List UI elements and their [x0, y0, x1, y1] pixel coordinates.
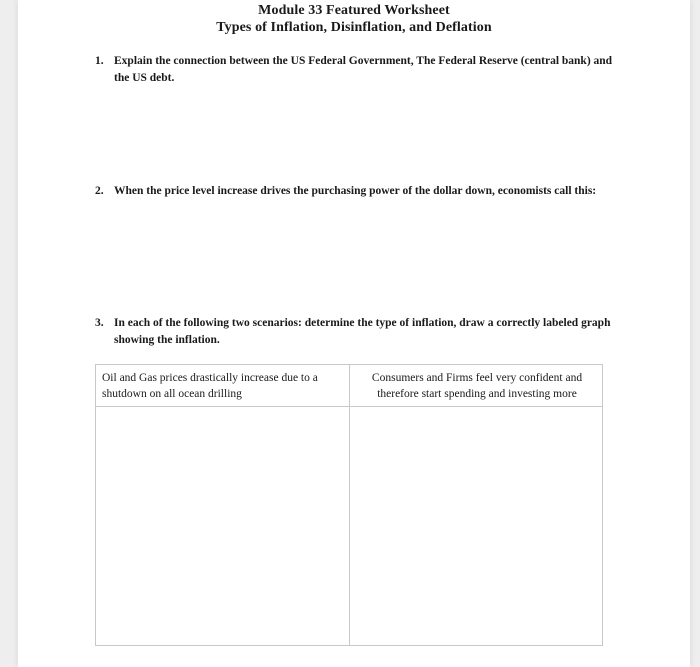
question-number: 2.: [95, 185, 104, 197]
scenario-table: [95, 364, 603, 646]
scenario-2-graph-area: [350, 407, 602, 645]
scenario-2-header: Consumers and Firms feel very confident and therefore start spending and investing more: [350, 365, 602, 407]
question-text: When the price level increase drives the purchasing power of the dollar down, economists call this:: [114, 185, 597, 197]
question-2: [95, 183, 615, 223]
worksheet-subtitle: Types of Inflation, Disinflation, and Deflation: [216, 20, 492, 35]
question-3: [95, 315, 615, 355]
question-1: [95, 53, 615, 93]
question-number: 1.: [95, 55, 104, 67]
question-text: In each of the following two scenarios: determine the type of inflation, draw a correctly labeled graph showing the inflation.: [114, 317, 611, 346]
question-text: Explain the connection between the US Federal Government, The Federal Reserve (central bank) and the US debt.: [114, 55, 613, 84]
scenario-1-graph-area: [96, 407, 350, 645]
worksheet-title: Module 33 Featured Worksheet: [258, 3, 450, 18]
question-number: 3.: [95, 317, 104, 329]
scenario-1-header: Oil and Gas prices drastically increase due to a shutdown on all ocean drilling: [96, 365, 350, 407]
worksheet-page: [18, 0, 690, 667]
